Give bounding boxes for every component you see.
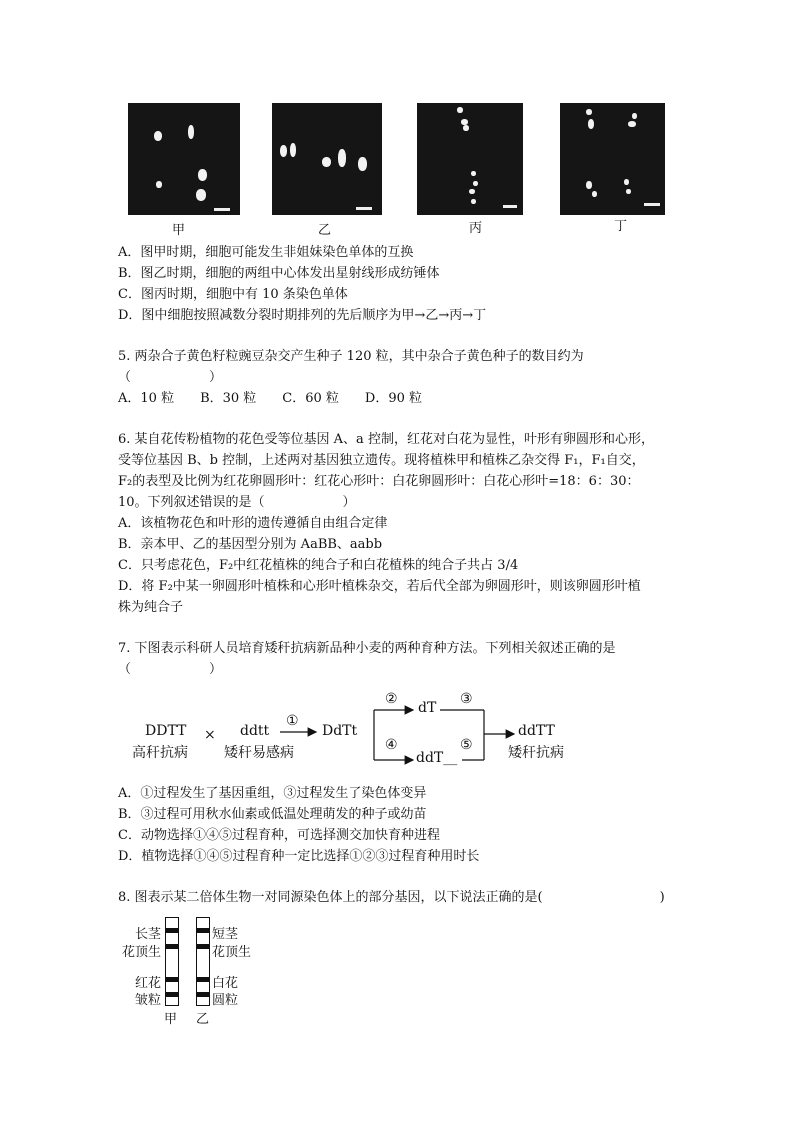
q7-option-b: B．③过程可用秋水仙素或低温处理萌发的种子或幼苗 bbox=[118, 807, 427, 822]
figure-label-jia: 甲 bbox=[172, 223, 186, 238]
right-gene-label: 圆粒 bbox=[212, 993, 239, 1008]
right-gene-label: 白花 bbox=[212, 976, 239, 991]
chromosome-jia bbox=[165, 917, 179, 1006]
mid-upper-genotype: dT bbox=[418, 700, 437, 716]
q7-option-d: D．植物选择①④⑤过程育种一定比选择①②③过程育种用时长 bbox=[118, 849, 480, 864]
chromosome-band bbox=[166, 944, 178, 949]
parent1-trait: 高秆抗病 bbox=[132, 745, 188, 761]
q4-option-a: A．图甲时期，细胞可能发生非姐妹染色单体的互换 bbox=[118, 245, 414, 260]
result-trait: 矮秆抗病 bbox=[508, 745, 564, 761]
q6-stem-line: 受等位基因 B、b 控制，上述两对基因独立遗传。现将植株甲和植株乙杂交得 F₁，F₁自交， bbox=[118, 453, 645, 468]
chromosome-band bbox=[166, 928, 178, 933]
q6-option-a: A．该植物花色和叶形的遗传遵循自由组合定律 bbox=[118, 516, 388, 531]
q5-blank: （ ） bbox=[118, 370, 223, 385]
chromosome-band bbox=[166, 977, 178, 982]
step3-label: ③ bbox=[460, 691, 473, 707]
chromosome-band bbox=[166, 992, 178, 997]
q6-option-d: D．将 F₂中某一卵圆形叶植株和心形叶植株杂交，若后代全部为卵圆形叶，则该卵圆形叶植 bbox=[118, 579, 641, 594]
q6-stem-line: 6. 某自花传粉植物的花色受等位基因 A、a 控制，红花对白花为显性，叶形有卵圆形和心形， bbox=[118, 432, 654, 447]
figure-label-yi: 乙 bbox=[318, 223, 332, 238]
q6-option-c: C．只考虑花色，F₂中红花植株的纯合子和白花植株的纯合子共占 3/4 bbox=[118, 558, 519, 573]
q7-stem: 7. 下图表示科研人员培育矮秆抗病新品种小麦的两种育种方法。下列相关叙述正确的是 bbox=[118, 641, 616, 656]
step2-label: ② bbox=[385, 691, 398, 707]
q8-stem: 8. 图表示某二倍体生物一对同源染色体上的部分基因，以下说法正确的是( ) bbox=[118, 890, 665, 905]
step1-label: ① bbox=[286, 713, 299, 729]
parent1-genotype: DDTT bbox=[145, 723, 187, 739]
figure-label-bing: 丙 bbox=[469, 221, 483, 236]
q7-option-a: A．①过程发生了基因重组，③过程发生了染色体变异 bbox=[118, 786, 427, 801]
chromosome-band bbox=[197, 928, 209, 933]
chromosome-label-jia: 甲 bbox=[164, 1012, 178, 1027]
left-gene-label: 花顶生 bbox=[122, 945, 162, 960]
chromosome-band bbox=[197, 944, 209, 949]
q6-option-d-cont: 株为纯合子 bbox=[118, 600, 184, 615]
parent2-trait: 矮秆易感病 bbox=[224, 745, 294, 761]
step4-label: ④ bbox=[385, 737, 398, 753]
q5-options: A．10 粒 B．30 粒 C．60 粒 D．90 粒 bbox=[118, 391, 423, 406]
q6-stem-line: F₂的表型及比例为红花卵圆形叶：红花心形叶：白花卵圆形叶：白花心形叶=18：6：30： bbox=[118, 474, 640, 489]
f1-genotype: DdTt bbox=[322, 723, 358, 739]
left-gene-label: 长茎 bbox=[135, 927, 162, 942]
left-gene-label: 红花 bbox=[135, 976, 162, 991]
q4-option-d: D．图中细胞按照减数分裂时期排列的先后顺序为甲→乙→丙→丁 bbox=[118, 308, 487, 323]
q5-stem: 5. 两杂合子黄色籽粒豌豆杂交产生种子 120 粒，其中杂合子黄色种子的数目约为 bbox=[118, 349, 584, 364]
chromosome-band bbox=[197, 992, 209, 997]
q4-option-c: C．图丙时期，细胞中有 10 条染色单体 bbox=[118, 287, 348, 302]
result-genotype: ddTT bbox=[518, 723, 555, 739]
mid-lower-genotype: ddT__ bbox=[416, 750, 458, 766]
q7-option-c: C．动物选择①④⑤过程育种，可选择测交加快育种进程 bbox=[118, 828, 440, 843]
q6-option-b: B．亲本甲、乙的基因型分别为 AaBB、aabb bbox=[118, 537, 383, 552]
right-gene-label: 短茎 bbox=[212, 927, 239, 942]
step5-label: ⑤ bbox=[460, 737, 473, 753]
left-gene-label: 皱粒 bbox=[135, 993, 162, 1008]
figure-label-ding: 丁 bbox=[614, 219, 628, 234]
cross-symbol: × bbox=[204, 727, 216, 743]
parent2-genotype: ddtt bbox=[240, 723, 270, 739]
right-gene-label: 花顶生 bbox=[212, 945, 252, 960]
chromosome-label-yi: 乙 bbox=[196, 1012, 210, 1027]
chromosome-band bbox=[197, 977, 209, 982]
q4-option-b: B．图乙时期，细胞的两组中心体发出星射线形成纺锤体 bbox=[118, 266, 440, 281]
chromosome-yi bbox=[196, 917, 210, 1006]
q7-blank: （ ） bbox=[118, 662, 223, 677]
q6-stem-line: 10。下列叙述错误的是（ ） bbox=[118, 495, 356, 510]
